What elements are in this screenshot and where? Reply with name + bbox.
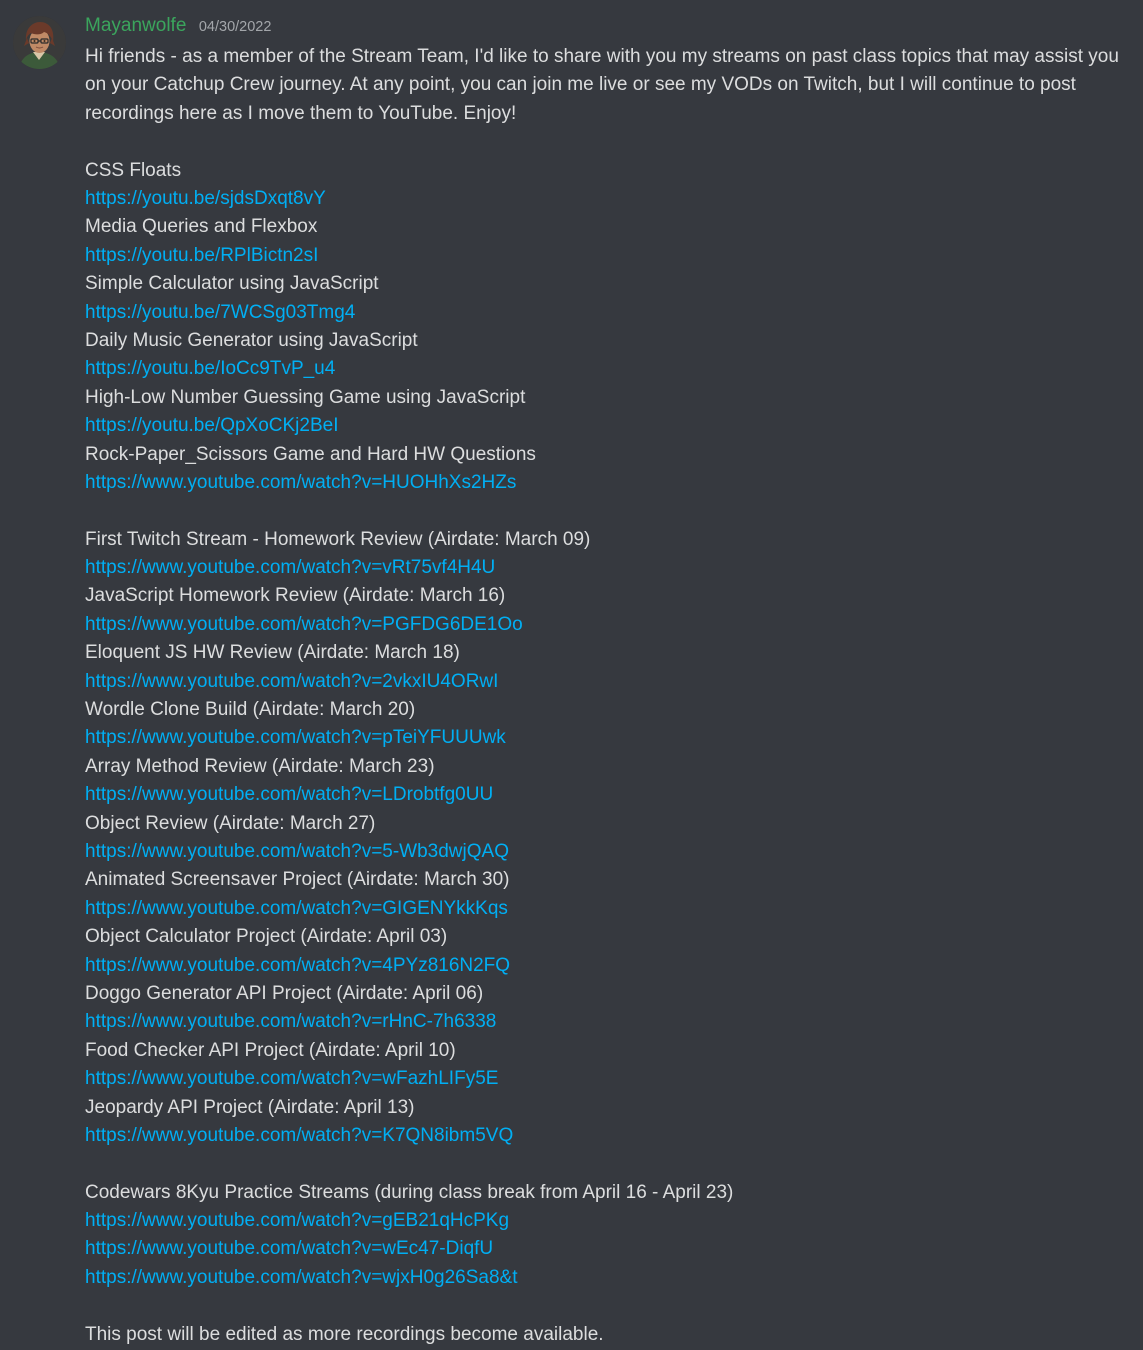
stream-link[interactable]: https://www.youtube.com/watch?v=vRt75vf4H4U	[85, 557, 496, 579]
video-link[interactable]: https://youtu.be/7WCSg03Tmg4	[85, 301, 356, 323]
stream-title: JavaScript Homework Review (Airdate: March 16)	[85, 585, 506, 607]
stream-title: Object Calculator Project (Airdate: April 03)	[85, 926, 448, 948]
stream-link[interactable]: https://www.youtube.com/watch?v=2vkxIU4ORwI	[85, 670, 499, 692]
blank-line	[85, 497, 1135, 525]
stream-title: Food Checker API Project (Airdate: April 10)	[85, 1039, 456, 1061]
video-title: Media Queries and Flexbox	[85, 216, 318, 238]
stream-title: Object Review (Airdate: March 27)	[85, 812, 376, 834]
stream-title: Animated Screensaver Project (Airdate: March 30)	[85, 869, 510, 891]
video-title: CSS Floats	[85, 159, 182, 181]
video-link[interactable]: https://youtu.be/QpXoCKj2BeI	[85, 415, 339, 437]
blank-line	[85, 128, 1135, 156]
avatar-image	[13, 16, 66, 69]
video-title: Rock-Paper_Scissors Game and Hard HW Questions	[85, 443, 536, 465]
stream-link[interactable]: https://www.youtube.com/watch?v=GIGENYkkKqs	[85, 897, 508, 919]
stream-link[interactable]: https://www.youtube.com/watch?v=wFazhLIFy5E	[85, 1068, 499, 1090]
codewars-link[interactable]: https://www.youtube.com/watch?v=wjxH0g26Sa8&t	[85, 1266, 518, 1288]
user-avatar[interactable]	[13, 16, 66, 69]
stream-link[interactable]: https://www.youtube.com/watch?v=LDrobtfg0UU	[85, 784, 494, 806]
video-title: High-Low Number Guessing Game using JavaScript	[85, 386, 526, 408]
footer-note: This post will be edited as more recordings become available.	[85, 1323, 604, 1345]
stream-title: Doggo Generator API Project (Airdate: April 06)	[85, 982, 484, 1004]
video-title: Simple Calculator using JavaScript	[85, 273, 379, 295]
stream-link[interactable]: https://www.youtube.com/watch?v=5-Wb3dwjQAQ	[85, 840, 509, 862]
video-link[interactable]: https://youtu.be/IoCc9TvP_u4	[85, 358, 336, 380]
stream-title: Jeopardy API Project (Airdate: April 13)	[85, 1096, 415, 1118]
stream-title: Array Method Review (Airdate: March 23)	[85, 755, 435, 777]
stream-link[interactable]: https://www.youtube.com/watch?v=pTeiYFUUUwk	[85, 727, 506, 749]
intro-text: Hi friends - as a member of the Stream Team, I'd like to share with you my streams on past class topics that may assist you on your Catchup Crew journey. At any point, you can join me live or see my VODs on Twitch, but I will continue to post recordings here as I move them to YouTube. Enjoy!	[85, 46, 1119, 124]
stream-link[interactable]: https://www.youtube.com/watch?v=PGFDG6DE1Oo	[85, 613, 523, 635]
blank-line	[85, 1292, 1135, 1320]
message-content	[85, 43, 1135, 1349]
codewars-link[interactable]: https://www.youtube.com/watch?v=wEc47-DiqfU	[85, 1238, 494, 1260]
message-header	[85, 15, 271, 45]
codewars-title: Codewars 8Kyu Practice Streams (during class break from April 16 - April 23)	[85, 1181, 734, 1203]
author-username[interactable]: Mayanwolfe	[85, 15, 187, 36]
video-title: Daily Music Generator using JavaScript	[85, 329, 418, 351]
codewars-link[interactable]: https://www.youtube.com/watch?v=gEB21qHcPKg	[85, 1210, 510, 1232]
message-timestamp[interactable]: 04/30/2022	[198, 19, 272, 35]
stream-title: First Twitch Stream - Homework Review (Airdate: March 09)	[85, 528, 591, 550]
stream-title: Eloquent JS HW Review (Airdate: March 18)	[85, 642, 460, 664]
blank-line	[85, 1150, 1135, 1178]
video-link[interactable]: https://youtu.be/RPlBictn2sI	[85, 244, 319, 266]
video-link[interactable]: https://www.youtube.com/watch?v=HUOHhXs2HZs	[85, 471, 517, 493]
stream-link[interactable]: https://www.youtube.com/watch?v=4PYz816N2FQ	[85, 954, 511, 976]
stream-link[interactable]: https://www.youtube.com/watch?v=K7QN8ibm5VQ	[85, 1124, 514, 1146]
stream-title: Wordle Clone Build (Airdate: March 20)	[85, 699, 416, 721]
video-link[interactable]: https://youtu.be/sjdsDxqt8vY	[85, 188, 326, 209]
stream-link[interactable]: https://www.youtube.com/watch?v=rHnC-7h6338	[85, 1011, 497, 1033]
